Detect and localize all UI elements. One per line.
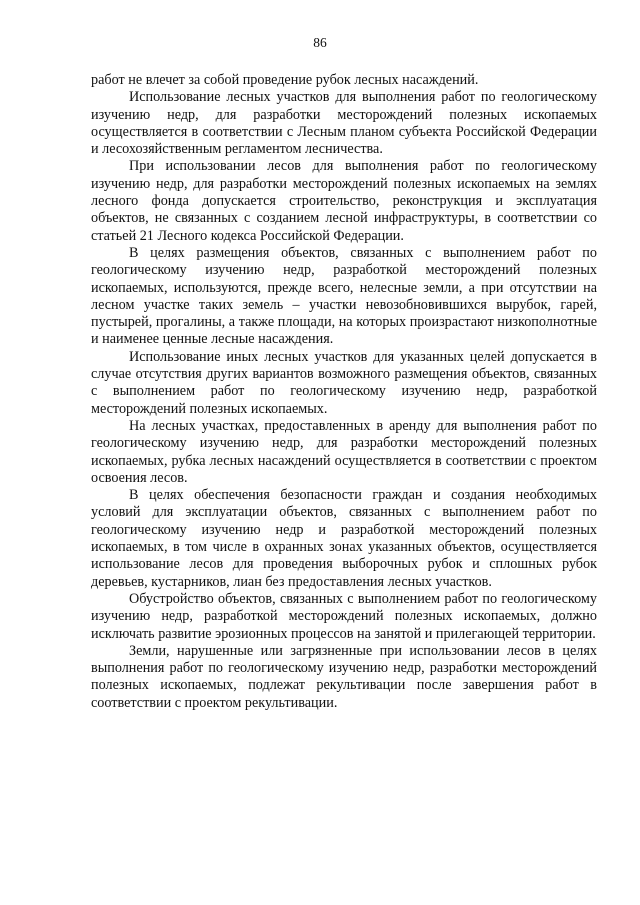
page-number: 86 <box>313 35 327 50</box>
paragraph-forest-plan: Использование лесных участков для выполнения работ по геологическому изучению недр, для разработки месторождений полезных ископаемых осуществляется в соответствии с Лесным планом субъекта Российской Федерации и лесохозяйственным регламентом лесничества. <box>91 89 597 158</box>
paragraph-recultivation: Земли, нарушенные или загрязненные при использовании лесов в целях выполнения работ по геологическому изучению недр, разработки месторождений полезных ископаемых, подлежат рекультивации после завершения работ в соответствии с проектом рекультивации. <box>91 642 597 711</box>
paragraph-placement-priority: В целях размещения объектов, связанных с выполнением работ по геологическому изучению недр, разработкой месторождений полезных ископаемых, используются, прежде всего, нелесные земли, а при отсутствии на лесном участке таких земель – участки невозобновившихся вырубок, гарей, пустырей, прогалины, а также площади, на которых произрастают низкополнотные и наименее ценные лесные насаждения. <box>91 244 597 348</box>
paragraph-safety-felling: В целях обеспечения безопасности граждан и создания необходимых условий для эксплуатации объектов, связанных с выполнением работ по геологическому изучению недр и разработкой месторождений полезных ископаемых, в том числе в охранных зонах указанных объектов, осуществляется использование лесов для проведения выборочных рубок и сплошных рубок деревьев, кустарников, лиан без предоставления лесных участков. <box>91 487 597 590</box>
paragraph-other-plots: Использование иных лесных участков для указанных целей допускается в случае отсутствия других вариантов возможного размещения объектов, связанных с выполнением работ по геологическому изучению недр, разработкой месторождений полезных ископаемых. <box>91 348 597 417</box>
document-body <box>91 72 597 712</box>
paragraph-construction-permitted: При использовании лесов для выполнения работ по геологическому изучению недр, для разработки месторождений полезных ископаемых на землях лесного фонда допускается строительство, реконструкция и эксплуатация объектов, не связанных с созданием лесной инфраструктуры, в соответствии со статьей 21 Лесного кодекса Российской Федерации. <box>91 158 597 244</box>
paragraph-erosion: Обустройство объектов, связанных с выполнением работ по геологическому изучению недр, разработкой месторождений полезных ископаемых, должно исключать развитие эрозионных процессов на занятой и прилегающей территории. <box>91 590 597 642</box>
paragraph-lease-felling: На лесных участках, предоставленных в аренду для выполнения работ по геологическому изучению недр, для разработки месторождений полезных ископаемых, рубка лесных насаждений осуществляется в соответствии с проектом освоения лесов. <box>91 417 597 486</box>
paragraph-continuation: работ не влечет за собой проведение рубок лесных насаждений. <box>91 72 479 88</box>
